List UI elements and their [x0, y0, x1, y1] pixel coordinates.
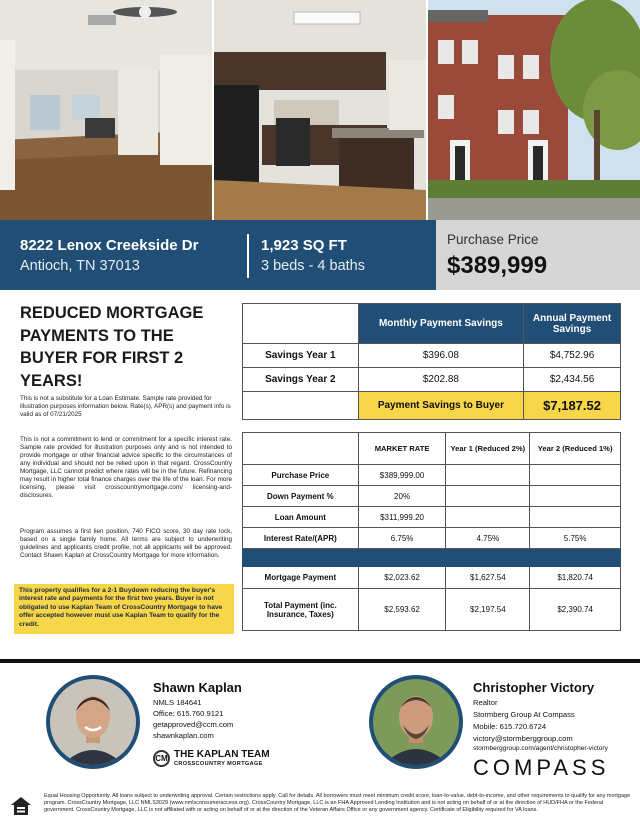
loan-estimate-note: This is not a substitute for a Loan Estimate. Sample rate provided for illustration purposes information below. Rate(s), APR(s) and payment info is valid as of 07/21/2025: [20, 395, 231, 418]
rate-comparison-table: [242, 432, 621, 631]
band-cell: [243, 549, 359, 567]
city-state-zip: Antioch, TN 37013: [20, 258, 140, 274]
agent2-mobile[interactable]: Mobile: 615.720.6724: [473, 722, 547, 731]
beds-baths: 3 beds - 4 baths: [261, 258, 365, 274]
kitchen-photo: [214, 0, 426, 220]
agent2-email[interactable]: victory@stormberggroup.com: [473, 734, 573, 743]
year1-cell: [446, 507, 530, 528]
empty-cell: [243, 392, 359, 420]
year1-cell: $1,627.54: [446, 567, 530, 589]
row-label: Purchase Price: [243, 465, 359, 486]
year1-cell: [446, 486, 530, 507]
agent2-name: Christopher Victory: [473, 680, 595, 695]
exterior-photo: [428, 0, 640, 220]
market-cell: 6.75%: [358, 528, 446, 549]
row-label: Savings Year 1: [243, 344, 359, 368]
table-row: [243, 528, 621, 549]
table-row: [243, 368, 621, 392]
year2-cell: $2,390.74: [530, 589, 621, 631]
market-cell: $2,023.62: [358, 567, 446, 589]
table-row: [243, 344, 621, 368]
agent1-email[interactable]: getapproved@ccm.com: [153, 720, 234, 729]
kaplan-team-logo: [153, 748, 303, 772]
row-label: Loan Amount: [243, 507, 359, 528]
band-cell: [446, 549, 530, 567]
year2-cell: [530, 486, 621, 507]
market-cell: $311,999.20: [358, 507, 446, 528]
christopher-victory-avatar: [369, 675, 463, 769]
table-row: [243, 567, 621, 589]
band-cell: [358, 549, 446, 567]
year1-cell: $2,197.54: [446, 589, 530, 631]
table-row: [243, 507, 621, 528]
purchase-price-value: $389,999: [447, 252, 548, 279]
agent2-website[interactable]: stormberggroup.com/agent/christopher-victory: [473, 745, 608, 752]
agent1-office-phone[interactable]: Office: 615.760.9121: [153, 709, 224, 718]
purchase-price-label: Purchase Price: [447, 232, 539, 247]
square-footage: 1,923 SQ FT: [261, 237, 347, 254]
empty-cell: [243, 304, 359, 344]
shawn-kaplan-avatar: [46, 675, 140, 769]
commitment-disclaimer: This is not a commitment to lend or commitment for a specific interest rate. Sample rate provided for illustration purposes only and is not intended to provide mortgage or other financial advice specific to the circumstances of any individual and should not be relied upon in that regard. CrossCountry Mortgage, LLC cannot predict where rates will be in the future. Refinancing may result in higher total finance charges over the life of the loan. For more licensing, please visit crosscountrymortgage.com/ licensing-and-disclosures.: [20, 436, 232, 499]
year2-cell: $1,820.74: [530, 567, 621, 589]
monthly-savings-cell: $202.88: [358, 368, 523, 392]
total-savings-value: $7,187.52: [524, 392, 621, 420]
team-name: THE KAPLAN TEAM: [174, 749, 270, 760]
row-label: Mortgage Payment: [243, 567, 359, 589]
year1-cell: [446, 465, 530, 486]
year2-cell: 5.75%: [530, 528, 621, 549]
row-label: Down Payment %: [243, 486, 359, 507]
team-company: CROSSCOUNTRY MORTGAGE: [174, 761, 263, 767]
table-row: [243, 589, 621, 631]
purchase-price-box: [436, 220, 640, 290]
street-address: 8222 Lenox Creekside Dr: [20, 237, 199, 254]
separator-band: [243, 549, 621, 567]
address-bar: [0, 220, 436, 290]
row-label: Savings Year 2: [243, 368, 359, 392]
table-row: [243, 486, 621, 507]
headline: REDUCED MORTGAGE PAYMENTS TO THE BUYER FOR FIRST 2 YEARS!: [20, 304, 204, 390]
compass-logo: COMPASS: [473, 755, 610, 780]
year2-cell: [530, 507, 621, 528]
annual-savings-cell: $2,434.56: [524, 368, 621, 392]
row-label: Total Payment (inc. Insurance, Taxes): [243, 589, 359, 631]
table-row: [243, 465, 621, 486]
program-assumptions: Program assumes a first lien position, 740 FICO score, 30 day rate lock, based on a single family home. All terms are subject to underwriting guidelines and applicants credit profile, not all applicants will be approved. Contact Shawn Kaplan at CrossCountry Mortgage for more information.: [20, 528, 232, 559]
year2-cell: [530, 465, 621, 486]
row-label: Interest Rate/(APR): [243, 528, 359, 549]
market-cell: $2,593.62: [358, 589, 446, 631]
market-rate-header: MARKET RATE: [358, 433, 446, 465]
year1-header: Year 1 (Reduced 2%): [446, 433, 530, 465]
agent1-name: Shawn Kaplan: [153, 680, 242, 695]
divider: [247, 234, 249, 278]
living-room-photo: [0, 0, 212, 220]
monthly-savings-header: Monthly Payment Savings: [358, 304, 523, 344]
total-savings-row: [243, 392, 621, 420]
buydown-callout: This property qualifies for a 2-1 Buydown reducing the buyer's interest rate and payments for the first two years. Buyer is not obligated to use Kaplan Team of CrossCountry Mortgage to have offer accepted however must use Kaplan Team to qualify for the credit.: [14, 584, 234, 634]
year1-cell: 4.75%: [446, 528, 530, 549]
year2-header: Year 2 (Reduced 1%): [530, 433, 621, 465]
market-cell: $389,999.00: [358, 465, 446, 486]
agent1-nmls: NMLS 184641: [153, 698, 202, 707]
section-divider: [0, 659, 640, 663]
market-cell: 20%: [358, 486, 446, 507]
crosscountry-logo-icon: CM: [153, 750, 170, 767]
empty-cell: [243, 433, 359, 465]
photo-strip: [0, 0, 640, 220]
agent2-title: Realtor: [473, 698, 498, 707]
annual-savings-header: Annual Payment Savings: [524, 304, 621, 344]
savings-table: [242, 303, 621, 420]
annual-savings-cell: $4,752.96: [524, 344, 621, 368]
equal-housing-icon: [10, 796, 32, 816]
agent1-website[interactable]: shawnkaplan.com: [153, 731, 214, 740]
band-cell: [530, 549, 621, 567]
agent2-company: Stormberg Group At Compass: [473, 710, 575, 719]
monthly-savings-cell: $396.08: [358, 344, 523, 368]
total-savings-label: Payment Savings to Buyer: [358, 392, 523, 420]
legal-disclaimer: Equal Housing Opportunity. All loans subject to underwriting approval. Certain restrictions apply. Call for details. All borrowers must meet minimum credit score, loan-to-value, debt-to-income, and other requirements to qualify for any mortgage program. CrossCountry Mortgage, LLC NMLS3029 (www.nmlsconsumeraccess.org). CrossCountry Mortgage, LLC is an FHA Approved Lending Institution and is not acting on behalf of or at the direction of HUD/FHA or the Federal government. CrossCountry Mortgage, LLC is not affiliated with or acting on behalf of or at the direction of the Veteran Affairs Office or any government agency. Certificate of Eligibility required for VA loans.: [44, 793, 631, 813]
